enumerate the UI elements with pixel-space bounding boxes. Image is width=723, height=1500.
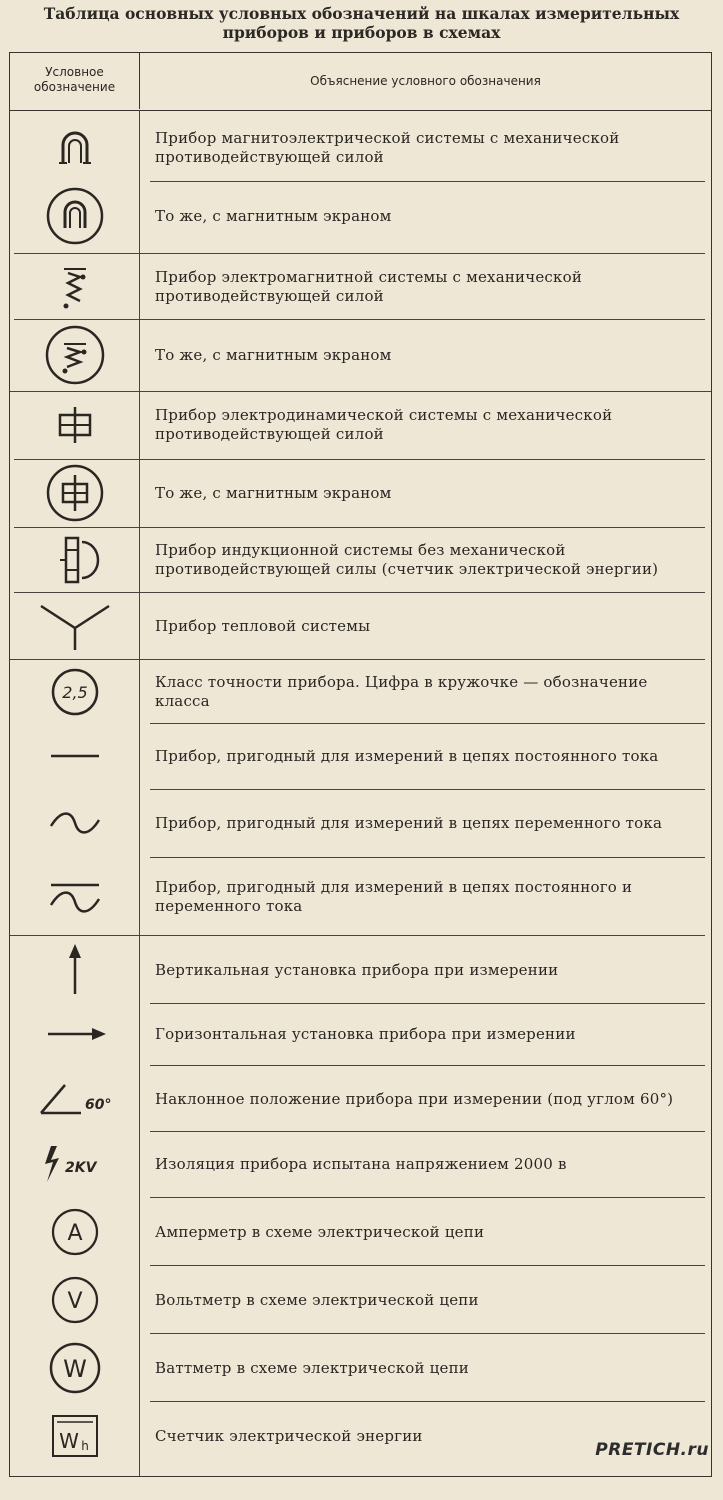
table-row [10, 529, 711, 591]
voltmeter-icon [10, 1267, 140, 1333]
title-line-2: приборов и приборов в схемах [222, 23, 501, 42]
table-row [10, 791, 711, 855]
row-description: Прибор, пригодный для измерений в цепях переменного тока [155, 813, 663, 832]
table-header [10, 53, 711, 111]
ammeter-icon [10, 1199, 140, 1265]
row-description: То же, с магнитным экраном [155, 483, 392, 502]
horizontal-arrow-icon [10, 1005, 140, 1063]
header-symbol-line-1: Условное [45, 65, 104, 79]
watermark: PRETICH.ru [595, 1440, 709, 1460]
table-row [10, 1267, 711, 1333]
table-title [0, 4, 723, 42]
voltage-label: 2KV [65, 1160, 97, 1176]
row-description: Прибор, пригодный для измерений в цепях постоянного тока [155, 746, 659, 765]
table-row [10, 1133, 711, 1195]
wattmeter-letter: W [63, 1355, 87, 1383]
ammeter-letter: A [67, 1221, 83, 1246]
table-row [10, 594, 711, 658]
row-description: Горизонтальная установка прибора при измерении [155, 1024, 576, 1043]
vertical-arrow-icon [10, 937, 140, 1003]
row-description: То же, с магнитным экраном [155, 345, 392, 364]
electrodynamic-shielded-icon [10, 461, 140, 525]
header-symbol-line-2: обозначение [33, 80, 116, 94]
table-row [10, 1199, 711, 1265]
row-description: Счетчик электрической энергии [155, 1426, 423, 1445]
electromagnetic-shielded-icon [10, 321, 140, 389]
energy-meter-letter: W [59, 1429, 79, 1453]
voltmeter-letter: V [67, 1289, 83, 1314]
table-row [10, 1335, 711, 1401]
inclined-60-icon [10, 1067, 140, 1131]
table-row [10, 321, 711, 389]
electrodynamic-icon [10, 393, 140, 457]
row-description: Прибор магнитоэлектрической системы с механической противодействующей силой [155, 129, 620, 166]
wattmeter-icon [10, 1335, 140, 1401]
table-row [10, 461, 711, 525]
title-line-1: Таблица основных условных обозначений на шкалах измерительных [43, 4, 680, 23]
row-description: Изоляция прибора испытана напряжением 2000 в [155, 1154, 567, 1173]
row-description: Прибор электродинамической системы с механической противодействующей силой [155, 406, 613, 443]
energy-meter-subscript: h [81, 1439, 89, 1453]
table-row [10, 1067, 711, 1131]
table-row [10, 183, 711, 249]
angle-label: 60° [85, 1097, 112, 1113]
table-row [10, 1005, 711, 1063]
header-symbol-column [10, 53, 140, 109]
table-row [10, 255, 711, 319]
row-description: Вертикальная установка прибора при измерении [155, 960, 559, 979]
accuracy-class-label: 2,5 [62, 683, 88, 702]
table-row [10, 725, 711, 787]
row-description: Ваттметр в схеме электрической цепи [155, 1358, 470, 1377]
direct-current-icon [10, 725, 140, 787]
energy-meter-icon [10, 1403, 140, 1469]
row-description: Наклонное положение прибора при измерении (под углом 60°) [155, 1089, 674, 1108]
row-description: Прибор электромагнитной системы с механической противодействующей силой [155, 268, 583, 305]
alternating-current-icon [10, 791, 140, 855]
symbols-table [9, 52, 712, 1477]
row-description: Прибор, пригодный для измерений в цепях постоянного и переменного тока [155, 878, 633, 915]
thermal-icon [10, 594, 140, 658]
table-row [10, 393, 711, 457]
header-description-column: Объяснение условного обозначения [310, 74, 541, 88]
induction-icon [10, 529, 140, 591]
accuracy-class-icon [10, 661, 140, 723]
insulation-test-icon [10, 1133, 140, 1195]
ac-dc-icon [10, 859, 140, 935]
row-description: То же, с магнитным экраном [155, 206, 392, 225]
row-description: Класс точности прибора. Цифра в кружочке — обозначение класса [155, 673, 648, 710]
row-description: Вольтметр в схеме электрической цепи [155, 1290, 479, 1309]
row-description: Прибор индукционной системы без механической противодействующей силы (счетчик электрической энергии) [155, 541, 659, 578]
table-row [10, 859, 711, 935]
table-row [10, 115, 711, 181]
row-description: Прибор тепловой системы [155, 616, 371, 635]
table-row [10, 661, 711, 723]
table-row [10, 937, 711, 1003]
magnetoelectric-shielded-icon [10, 183, 140, 249]
electromagnetic-icon [10, 255, 140, 319]
magnetoelectric-icon [10, 115, 140, 181]
row-description: Амперметр в схеме электрической цепи [155, 1222, 485, 1241]
